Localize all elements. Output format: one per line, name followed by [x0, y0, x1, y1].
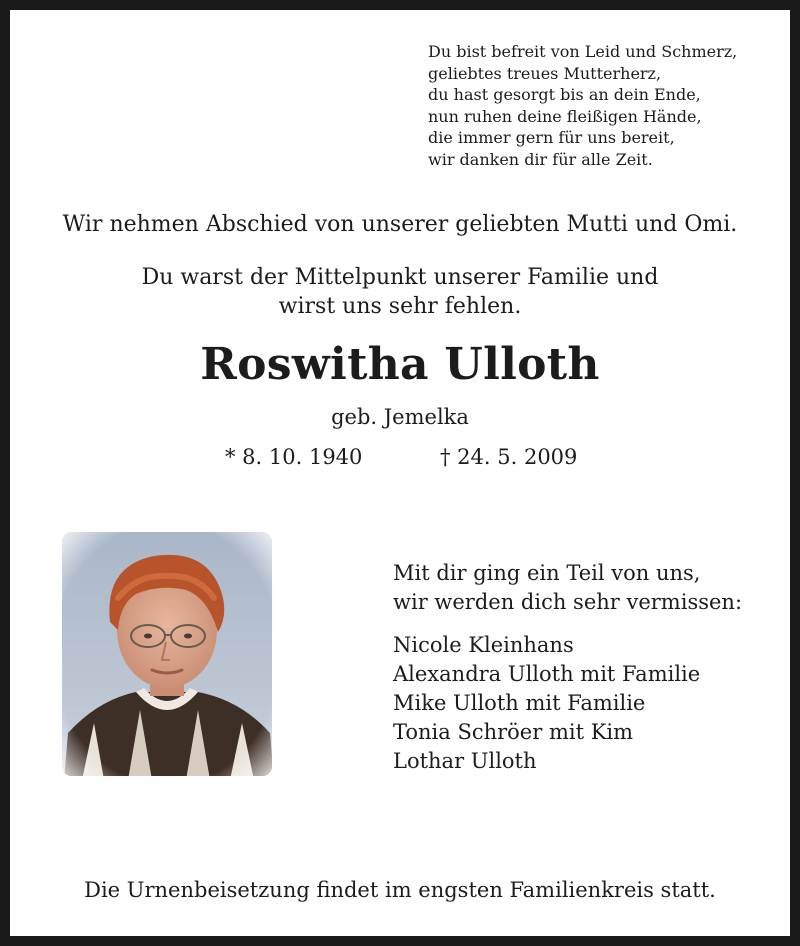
poem-line: Du bist befreit von Leid und Schmerz, — [428, 42, 738, 61]
poem-line: wir danken dir für alle Zeit. — [428, 149, 653, 169]
birth-date: * 8. 10. 1940 — [225, 445, 363, 469]
mourners-intro-line-2: wir werden dich sehr vermissen: — [393, 590, 743, 614]
poem-line: geliebtes treues Mutterherz, — [428, 63, 662, 83]
family-center-line-2: wirst uns sehr fehlen. — [278, 294, 522, 319]
mourners-intro — [393, 559, 783, 617]
portrait-photo — [58, 528, 276, 780]
mourner-name: Alexandra Ulloth mit Familie — [393, 662, 701, 686]
mourners-section — [393, 559, 783, 776]
mourner-name: Mike Ulloth mit Familie — [393, 691, 646, 715]
mourners-list — [393, 631, 783, 776]
family-center-line-1: Du warst der Mittelpunkt unserer Familie und — [141, 265, 659, 290]
poem-line: nun ruhen deine fleißigen Hände, — [428, 106, 702, 126]
death-date: † 24. 5. 2009 — [440, 445, 578, 469]
poem-line: die immer gern für uns bereit, — [428, 128, 675, 147]
mourner-name: Nicole Kleinhans — [393, 633, 574, 657]
deceased-name: Roswitha Ulloth — [200, 339, 600, 390]
maiden-name: geb. Jemelka — [331, 405, 469, 429]
mourner-name: Tonia Schröer mit Kim — [393, 720, 634, 744]
mourners-intro-line-1: Mit dir ging ein Teil von uns, — [393, 561, 701, 585]
burial-notice: Die Urnenbeisetzung findet im engsten Familienkreis statt. — [84, 878, 716, 902]
mourner-name: Lothar Ulloth — [393, 749, 537, 773]
memorial-poem — [428, 41, 788, 170]
farewell-statement: Wir nehmen Abschied von unserer geliebten Mutti und Omi. — [62, 212, 738, 237]
poem-line: du hast gesorgt bis an dein Ende, — [428, 85, 701, 104]
